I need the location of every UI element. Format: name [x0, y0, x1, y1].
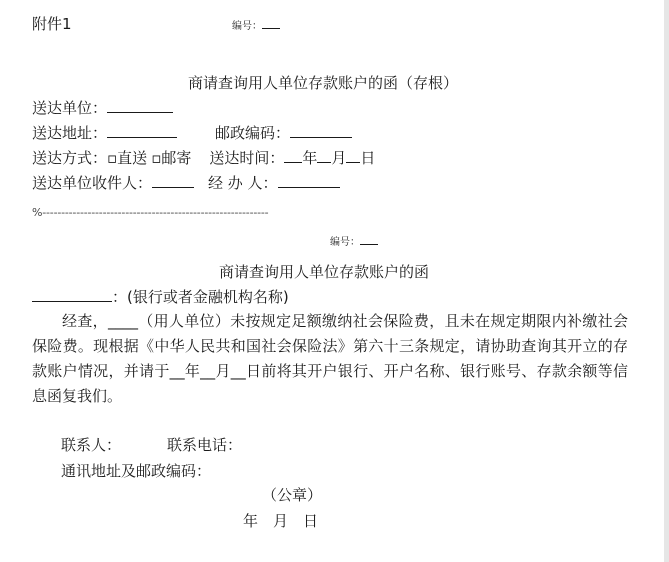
stub-method-line [32, 148, 375, 168]
year-blank [284, 148, 302, 163]
receiver-blank [152, 173, 194, 188]
cut-dashes: ------------------------------------------------------------ [42, 206, 269, 219]
letter-salutation [32, 287, 289, 307]
stub-title: 商请查询用人单位存款账户的函（存根） [188, 74, 459, 92]
day-label: 日 [360, 149, 376, 167]
letter-title: 商请查询用人单位存款账户的函 [219, 263, 430, 281]
letter-number-blank [360, 235, 378, 245]
letter-number-field [330, 233, 378, 253]
mailing-address-label: 通讯地址及邮政编码： [61, 462, 212, 480]
month-blank [317, 148, 331, 163]
stub-recipient-line [32, 98, 173, 118]
phone-label: 联系电话： [167, 436, 243, 454]
day-blank [346, 148, 360, 163]
cut-marker: % [32, 206, 43, 219]
method-mail-checkbox: ▫邮寄 [151, 149, 192, 167]
signature-date: 年 月 日 [243, 512, 319, 530]
number-blank [262, 19, 280, 29]
contact-label: 联系人： [61, 436, 122, 454]
attachment-label: 附件1 [32, 15, 72, 33]
handler-blank [278, 173, 340, 188]
page-edge [664, 0, 669, 562]
letter-number-label: 编号： [330, 237, 360, 248]
year-label: 年 [302, 149, 318, 167]
stub-receiver-line [32, 173, 340, 193]
bank-name-blank [32, 287, 112, 302]
method-direct-checkbox: ▫直送 [107, 149, 148, 167]
stub-address-line [32, 123, 352, 143]
handler-label: 经 办 人： [208, 174, 278, 192]
number-label: 编号： [232, 21, 262, 32]
postcode-label: 邮政编码： [215, 124, 291, 142]
letter-body: 经查，____（用人单位）未按规定足额缴纳社会保险费，且未在规定期限内补缴社会保险费。现根据《中华人民共和国社会保险法》第六十三条规定，请协助查询其开立的存款账户情况，并请于__年__月__日前将其开户银行、开户名称、银行账号、存款余额等信息函复我们。 [32, 312, 628, 405]
postcode-blank [290, 123, 352, 138]
stub-number-field [232, 17, 280, 37]
address-label: 送达地址： [32, 124, 108, 142]
recipient-label: 送达单位： [32, 99, 108, 117]
receiver-label: 送达单位收件人： [32, 174, 153, 192]
cut-line [32, 206, 268, 219]
official-seal: （公章） [262, 486, 323, 504]
address-blank [107, 123, 177, 138]
salutation-suffix: ：(银行或者金融机构名称) [112, 288, 289, 306]
recipient-blank [107, 98, 173, 113]
month-label: 月 [331, 149, 347, 167]
time-label: 送达时间： [209, 149, 285, 167]
method-label: 送达方式： [32, 149, 108, 167]
